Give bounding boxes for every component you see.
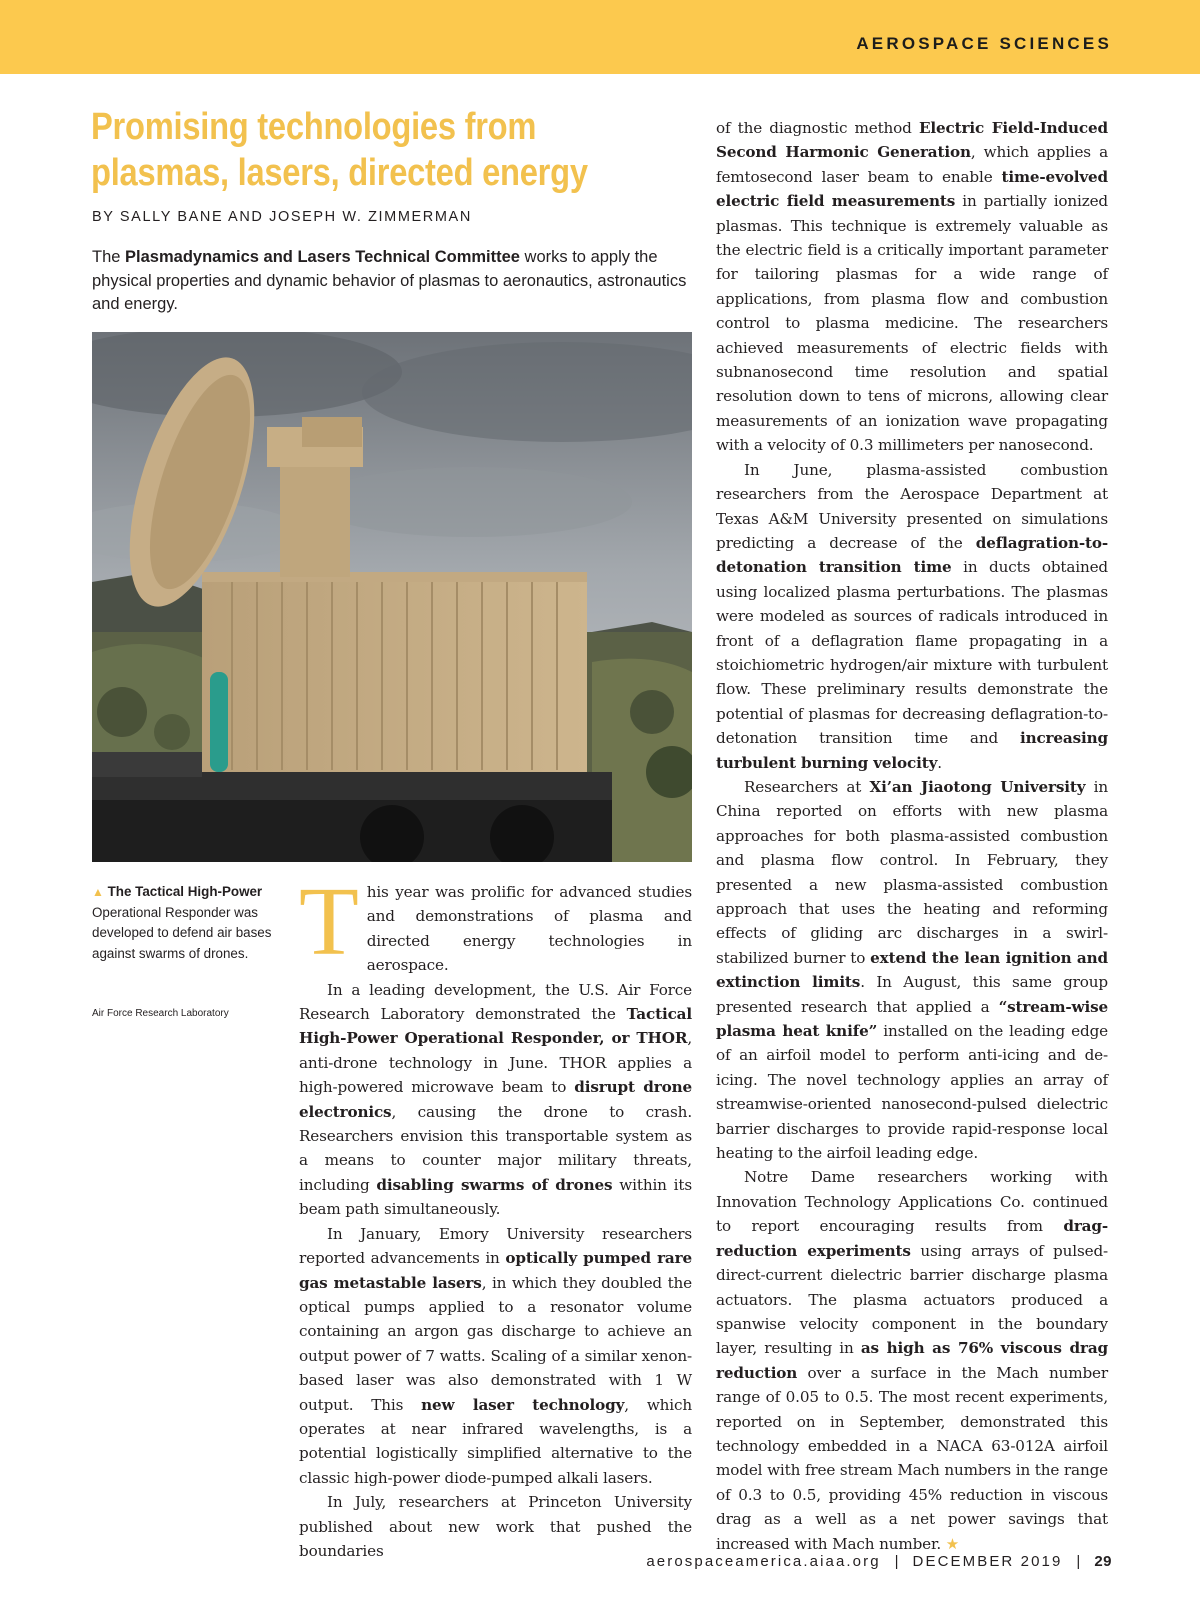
caption-text: Operational Responder was developed to defend air bases against swarms of drones. (92, 904, 272, 961)
page-number: 29 (1094, 1553, 1112, 1570)
star-icon: ★ (945, 1534, 960, 1553)
body-column-2 (716, 116, 1108, 1556)
drop-cap: T (299, 868, 359, 976)
body-paragraph: In January, Emory University researchers reported advancements in optically pumped rare gas metastable lasers, in which they doubled the optical pumps applied to a resonator volume containing an argon gas discharge to achieve an output power of 7 watts. Scaling of a similar xenon-based laser was also demonstrated with 1 W output. This new laser technology, which operates at near infrared wavelengths, is a potential logistically simplified alternative to the classic high-power diode-pumped alkali lasers. (299, 1224, 692, 1487)
caption-bold: The Tactical High-Power (107, 884, 263, 899)
section-label: AEROSPACE SCIENCES (856, 34, 1112, 53)
body-paragraph: Researchers at Xi’an Jiaotong University in China reported on efforts with new plasma approaches for both plasma-assisted combustion and plasma flow control. In February, they presented a new plasma-assisted combustion approach that uses the heating and reforming effects of gliding arc discharges in a swirl-stabilized burner to extend the lean ignition and extinction limits. In August, this same group presented research that applied a “stream-wise plasma heat knife” installed on the leading edge of an airfoil model to perform anti-icing and de-icing. The novel technology applies an array of streamwise-oriented nanosecond-pulsed dielectric barrier discharges to provide rapid-response local heating to the airfoil leading edge. (716, 777, 1108, 1163)
committee-name: Plasmadynamics and Lasers Technical Committee (125, 248, 520, 266)
footer-site: aerospaceamerica.aiaa.org (646, 1553, 881, 1570)
intro-suffix: works to apply the physical properties and dynamic behavior of plasmas to aeronautics, astronautics and energy. (92, 248, 687, 313)
photo-credit: Air Force Research Laboratory (92, 1008, 229, 1019)
body-paragraph: Notre Dame researchers working with Innovation Technology Applications Co. continued to report encouraging results from drag-reduction experiments using arrays of pulsed-direct-current dielectric barrier discharge plasma actuators. The plasma actuators produced a spanwise velocity component in the boundary layer, resulting in as high as 76% viscous drag reduction over a surface in the Mach number range of 0.05 to 0.5. The most recent experiments, reported on in September, demonstrated this technology embedded in a NACA 63-012A airfoil model with free stream Mach numbers in the range of 0.3 to 0.5, providing 45% reduction in viscous drag as a well as a net power savings that increased with Mach number. ★ (716, 1168, 1108, 1553)
body-paragraph: of the diagnostic method Electric Field-Induced Second Harmonic Generation, which applies a femtosecond laser beam to enable time-evolved electric field measurements in partially ionized plasmas. This technique is extremely valuable as the electric field is a critically important parameter for tailoring plasmas for a wide range of applications, from plasma flow and combustion control to plasma medicine. The researchers achieved measurements of electric fields with subnanosecond time resolution and spatial resolution down to tens of microns, allowing clear measurements of an ionization wave propagating with a velocity of 0.3 millimeters per nanosecond. (716, 119, 1108, 455)
body-paragraph: In July, researchers at Princeton University published about new work that pushed the boundaries (299, 1493, 692, 1560)
footer-divider: | (1076, 1553, 1081, 1570)
page-footer (646, 1553, 1112, 1570)
body-paragraph: This year was prolific for advanced studies and demonstrations of plasma and directed energy technologies in aerospace. (299, 868, 692, 976)
footer-issue: DECEMBER 2019 (912, 1553, 1063, 1570)
thor-photo (92, 332, 692, 862)
body-paragraph: In a leading development, the U.S. Air Force Research Laboratory demonstrated the Tactical High-Power Operational Responder, or THOR, anti-drone technology in June. THOR applies a high-powered microwave beam to disrupt drone electronics, causing the drone to crash. Researchers envision this transportable system as a means to counter major military threats, including disabling swarms of drones within its beam path simultaneously. (299, 980, 692, 1219)
article-title: Promising technologies from plasmas, lasers, directed energy (91, 106, 588, 194)
body-paragraph: In June, plasma-assisted combustion researchers from the Aerospace Department at Texas A&M University presented on simulations predicting a decrease of the deflagration-to-detonation transition time in ducts obtained using localized plasma perturbations. The plasmas were modeled as sources of radicals introduced in front of a deflagration flame propagating in a stoichiometric hydrogen/air mixture with turbulent flow. These preliminary results demonstrate the potential of plasmas for decreasing deflagration-to-detonation transition time and increasing turbulent burning velocity. (716, 460, 1108, 772)
intro-prefix: The (92, 248, 126, 266)
body-column-1 (299, 868, 692, 1563)
byline: BY SALLY BANE AND JOSEPH W. ZIMMERMAN (92, 209, 472, 225)
intro-paragraph (92, 246, 692, 317)
footer-divider: | (894, 1553, 899, 1570)
triangle-icon: ▲ (92, 885, 104, 899)
photo-caption (92, 882, 277, 964)
